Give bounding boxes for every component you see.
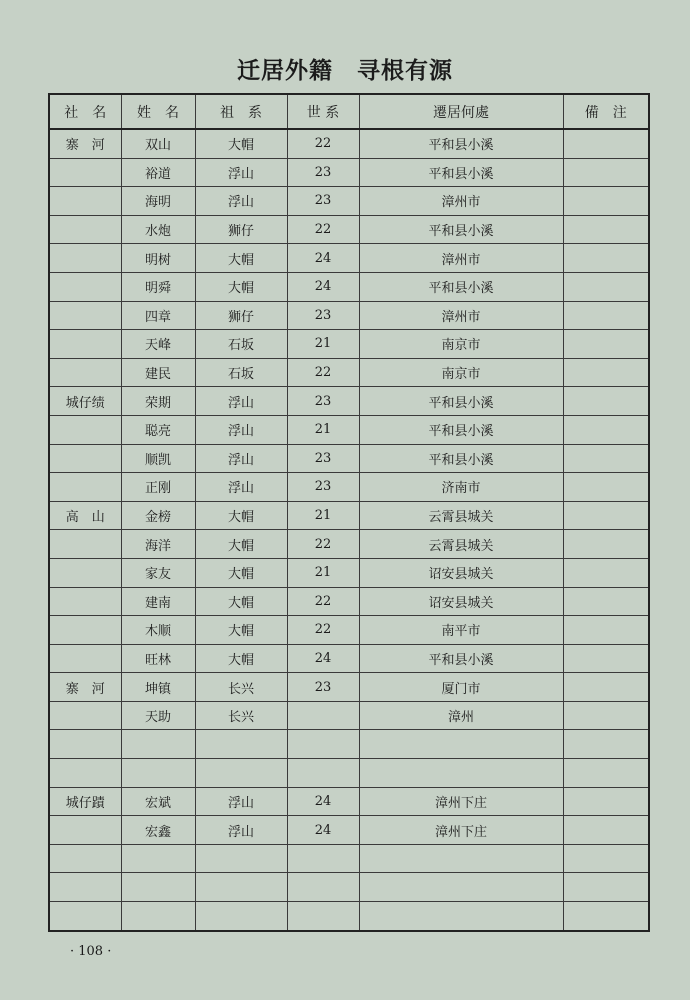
cell-community — [49, 759, 121, 788]
cell-generation: 21 — [287, 330, 359, 359]
cell-ancestor — [195, 759, 287, 788]
cell-name — [121, 873, 195, 902]
table-row — [49, 415, 649, 444]
cell-ancestor — [195, 844, 287, 873]
cell-generation: 24 — [287, 816, 359, 845]
table-row — [49, 873, 649, 902]
cell-destination: 漳州下庄 — [359, 787, 563, 816]
cell-ancestor: 狮仔 — [195, 301, 287, 330]
cell-destination — [359, 759, 563, 788]
cell-generation: 22 — [287, 530, 359, 559]
cell-destination: 南京市 — [359, 330, 563, 359]
header-generation: 世 系 — [287, 94, 359, 129]
cell-ancestor: 浮山 — [195, 787, 287, 816]
header-ancestor: 祖 系 — [195, 94, 287, 129]
cell-remarks — [563, 616, 649, 645]
cell-generation: 22 — [287, 358, 359, 387]
cell-community — [49, 530, 121, 559]
cell-community — [49, 816, 121, 845]
cell-name: 正刚 — [121, 473, 195, 502]
cell-name — [121, 730, 195, 759]
cell-community — [49, 215, 121, 244]
cell-name: 双山 — [121, 129, 195, 158]
cell-ancestor: 长兴 — [195, 673, 287, 702]
cell-community — [49, 902, 121, 931]
cell-remarks — [563, 158, 649, 187]
cell-remarks — [563, 387, 649, 416]
cell-destination — [359, 902, 563, 931]
cell-destination: 平和县小溪 — [359, 415, 563, 444]
cell-ancestor: 石坂 — [195, 358, 287, 387]
table-row — [49, 558, 649, 587]
cell-name: 旺林 — [121, 644, 195, 673]
page-number: · 108 · — [70, 944, 112, 959]
cell-name: 家友 — [121, 558, 195, 587]
cell-community — [49, 158, 121, 187]
cell-community: 城仔蹟 — [49, 787, 121, 816]
cell-community: 高 山 — [49, 501, 121, 530]
cell-remarks — [563, 187, 649, 216]
cell-generation: 24 — [287, 272, 359, 301]
table-row — [49, 301, 649, 330]
cell-destination: 漳州市 — [359, 301, 563, 330]
cell-ancestor: 浮山 — [195, 187, 287, 216]
cell-generation — [287, 730, 359, 759]
cell-remarks — [563, 673, 649, 702]
table-row — [49, 759, 649, 788]
cell-community — [49, 330, 121, 359]
cell-destination — [359, 730, 563, 759]
cell-destination: 平和县小溪 — [359, 215, 563, 244]
cell-ancestor — [195, 730, 287, 759]
cell-name: 荣期 — [121, 387, 195, 416]
cell-destination: 云霄县城关 — [359, 501, 563, 530]
cell-generation: 24 — [287, 644, 359, 673]
cell-name: 金榜 — [121, 501, 195, 530]
cell-destination: 诏安县城关 — [359, 558, 563, 587]
cell-remarks — [563, 301, 649, 330]
cell-generation: 23 — [287, 473, 359, 502]
table-header-row — [49, 94, 649, 129]
cell-generation — [287, 873, 359, 902]
table-row — [49, 272, 649, 301]
cell-community — [49, 587, 121, 616]
cell-ancestor: 浮山 — [195, 473, 287, 502]
cell-remarks — [563, 787, 649, 816]
cell-destination: 平和县小溪 — [359, 444, 563, 473]
cell-generation: 23 — [287, 673, 359, 702]
table-row — [49, 244, 649, 273]
cell-destination — [359, 873, 563, 902]
cell-community — [49, 701, 121, 730]
table-row — [49, 158, 649, 187]
cell-remarks — [563, 844, 649, 873]
cell-name: 天助 — [121, 701, 195, 730]
cell-ancestor: 大帽 — [195, 272, 287, 301]
cell-community: 城仔绩 — [49, 387, 121, 416]
table-row — [49, 187, 649, 216]
cell-ancestor: 浮山 — [195, 387, 287, 416]
page-title: 迁居外籍 寻根有源 — [237, 58, 453, 84]
cell-generation: 22 — [287, 587, 359, 616]
cell-ancestor: 浮山 — [195, 158, 287, 187]
cell-name: 宏斌 — [121, 787, 195, 816]
cell-name: 裕道 — [121, 158, 195, 187]
cell-ancestor: 大帽 — [195, 644, 287, 673]
cell-name: 水炮 — [121, 215, 195, 244]
cell-community — [49, 616, 121, 645]
table-row — [49, 902, 649, 931]
cell-ancestor: 浮山 — [195, 816, 287, 845]
cell-destination: 漳州市 — [359, 187, 563, 216]
cell-ancestor: 狮仔 — [195, 215, 287, 244]
table-row — [49, 358, 649, 387]
cell-generation — [287, 701, 359, 730]
table-row — [49, 616, 649, 645]
cell-remarks — [563, 730, 649, 759]
cell-destination: 南京市 — [359, 358, 563, 387]
cell-destination — [359, 844, 563, 873]
cell-destination: 济南市 — [359, 473, 563, 502]
cell-remarks — [563, 587, 649, 616]
cell-community — [49, 558, 121, 587]
cell-generation: 24 — [287, 244, 359, 273]
cell-name: 明舜 — [121, 272, 195, 301]
cell-remarks — [563, 244, 649, 273]
cell-generation — [287, 844, 359, 873]
cell-name: 建民 — [121, 358, 195, 387]
table-row — [49, 215, 649, 244]
cell-name: 四章 — [121, 301, 195, 330]
cell-generation: 21 — [287, 415, 359, 444]
cell-destination: 漳州下庄 — [359, 816, 563, 845]
cell-ancestor: 大帽 — [195, 501, 287, 530]
cell-destination: 漳州市 — [359, 244, 563, 273]
cell-name: 坤镇 — [121, 673, 195, 702]
cell-destination: 平和县小溪 — [359, 129, 563, 158]
cell-remarks — [563, 558, 649, 587]
cell-name: 木顺 — [121, 616, 195, 645]
cell-generation: 23 — [287, 444, 359, 473]
header-destination: 遷居何處 — [359, 94, 563, 129]
cell-ancestor: 大帽 — [195, 616, 287, 645]
cell-name: 明树 — [121, 244, 195, 273]
cell-ancestor: 大帽 — [195, 558, 287, 587]
cell-name: 天峰 — [121, 330, 195, 359]
cell-name — [121, 844, 195, 873]
cell-destination: 厦门市 — [359, 673, 563, 702]
cell-generation: 23 — [287, 387, 359, 416]
table-row — [49, 129, 649, 158]
cell-destination: 云霄县城关 — [359, 530, 563, 559]
cell-generation: 23 — [287, 301, 359, 330]
cell-ancestor — [195, 873, 287, 902]
cell-ancestor: 浮山 — [195, 415, 287, 444]
cell-remarks — [563, 902, 649, 931]
cell-remarks — [563, 530, 649, 559]
table-row — [49, 701, 649, 730]
table-row — [49, 587, 649, 616]
cell-ancestor: 长兴 — [195, 701, 287, 730]
cell-name: 海明 — [121, 187, 195, 216]
table-row — [49, 473, 649, 502]
cell-community — [49, 187, 121, 216]
table-row — [49, 644, 649, 673]
cell-community — [49, 358, 121, 387]
cell-generation: 21 — [287, 501, 359, 530]
cell-community — [49, 244, 121, 273]
cell-destination: 南平市 — [359, 616, 563, 645]
table-row — [49, 673, 649, 702]
cell-community — [49, 444, 121, 473]
cell-community — [49, 473, 121, 502]
cell-generation: 21 — [287, 558, 359, 587]
cell-ancestor: 大帽 — [195, 587, 287, 616]
header-name: 姓 名 — [121, 94, 195, 129]
cell-community — [49, 415, 121, 444]
cell-name: 顺凯 — [121, 444, 195, 473]
cell-name: 海洋 — [121, 530, 195, 559]
cell-ancestor — [195, 902, 287, 931]
cell-remarks — [563, 473, 649, 502]
cell-remarks — [563, 644, 649, 673]
cell-remarks — [563, 415, 649, 444]
cell-community — [49, 844, 121, 873]
cell-name: 聪亮 — [121, 415, 195, 444]
cell-destination: 诏安县城关 — [359, 587, 563, 616]
cell-generation: 22 — [287, 129, 359, 158]
cell-community — [49, 873, 121, 902]
header-remarks: 備 注 — [563, 94, 649, 129]
cell-destination: 平和县小溪 — [359, 272, 563, 301]
table-row — [49, 387, 649, 416]
table-row — [49, 730, 649, 759]
table-row — [49, 787, 649, 816]
cell-remarks — [563, 215, 649, 244]
cell-generation — [287, 902, 359, 931]
cell-generation: 23 — [287, 158, 359, 187]
cell-community — [49, 730, 121, 759]
cell-generation: 23 — [287, 187, 359, 216]
cell-remarks — [563, 444, 649, 473]
cell-generation: 22 — [287, 215, 359, 244]
cell-community: 寨 河 — [49, 129, 121, 158]
cell-remarks — [563, 873, 649, 902]
cell-community — [49, 301, 121, 330]
cell-destination: 平和县小溪 — [359, 158, 563, 187]
cell-generation — [287, 759, 359, 788]
table-row — [49, 330, 649, 359]
cell-remarks — [563, 272, 649, 301]
cell-name — [121, 902, 195, 931]
cell-ancestor: 大帽 — [195, 244, 287, 273]
cell-community — [49, 644, 121, 673]
cell-ancestor: 大帽 — [195, 530, 287, 559]
cell-destination: 平和县小溪 — [359, 644, 563, 673]
table-row — [49, 501, 649, 530]
cell-remarks — [563, 330, 649, 359]
cell-name: 宏鑫 — [121, 816, 195, 845]
cell-destination: 平和县小溪 — [359, 387, 563, 416]
cell-remarks — [563, 358, 649, 387]
migration-table — [48, 93, 650, 932]
table-row — [49, 844, 649, 873]
cell-ancestor: 大帽 — [195, 129, 287, 158]
cell-remarks — [563, 501, 649, 530]
header-community: 社 名 — [49, 94, 121, 129]
cell-name: 建南 — [121, 587, 195, 616]
cell-destination: 漳州 — [359, 701, 563, 730]
cell-name — [121, 759, 195, 788]
table-row — [49, 444, 649, 473]
table-row — [49, 530, 649, 559]
cell-ancestor: 石坂 — [195, 330, 287, 359]
cell-remarks — [563, 816, 649, 845]
cell-remarks — [563, 129, 649, 158]
cell-generation: 22 — [287, 616, 359, 645]
cell-community — [49, 272, 121, 301]
cell-community: 寨 河 — [49, 673, 121, 702]
cell-remarks — [563, 701, 649, 730]
cell-remarks — [563, 759, 649, 788]
cell-generation: 24 — [287, 787, 359, 816]
table-row — [49, 816, 649, 845]
cell-ancestor: 浮山 — [195, 444, 287, 473]
